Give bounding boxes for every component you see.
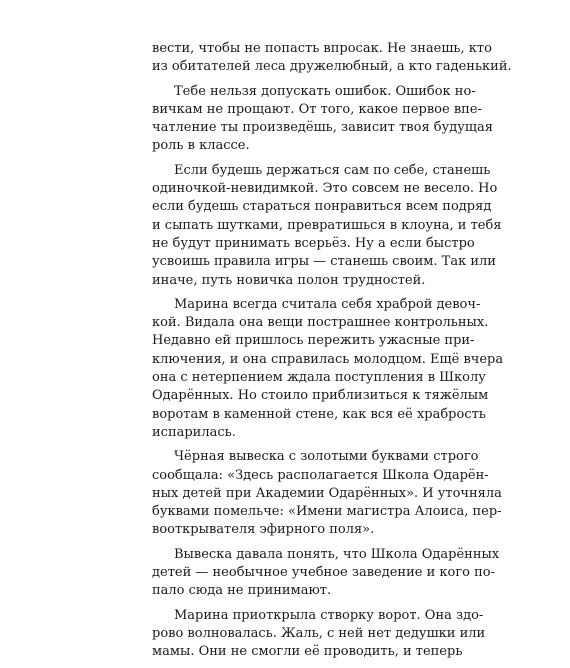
text-line: Тебе нельзя допускать ошибок. Ошибок но- bbox=[174, 83, 476, 99]
text-line: Одарённых. Но стоило приблизиться к тяжёлым bbox=[152, 388, 489, 404]
text-line: Марина всегда считала себя храброй девоч- bbox=[174, 296, 481, 312]
text-line: рово волновалась. Жаль, с ней нет дедушки или bbox=[152, 625, 486, 641]
body-text bbox=[152, 40, 512, 668]
text-line: сообщала: «Здесь располагается Школа Одарён- bbox=[152, 467, 489, 483]
text-line: буквами помельче: «Имени магистра Алоиса, пер- bbox=[152, 504, 502, 520]
text-line: если будешь стараться понравиться всем подряд bbox=[152, 199, 492, 215]
text-line: воротам в каменной стене, как вся её храбрость bbox=[152, 406, 486, 422]
paragraph bbox=[152, 448, 502, 539]
paragraph bbox=[152, 607, 486, 662]
text-line: Марина приоткрыла створку ворот. Она здо- bbox=[174, 607, 484, 623]
paragraph bbox=[152, 162, 502, 290]
text-line: из обитателей леса дружелюбный, а кто гаденький. bbox=[152, 59, 512, 75]
paragraph bbox=[152, 296, 504, 442]
text-line: вести, чтобы не попасть впросак. Не знаешь, кто bbox=[152, 41, 492, 56]
text-line: испарилась. bbox=[152, 424, 236, 440]
text-line: мамы. Они не смогли её проводить, и теперь bbox=[152, 644, 463, 660]
text-line: иначе, путь новичка полон трудностей. bbox=[152, 272, 426, 288]
text-line: она с нетерпением ждала поступления в Школу bbox=[152, 370, 486, 386]
text-line: чатление ты произведёшь, зависит твоя будущая bbox=[152, 120, 493, 136]
paragraph bbox=[152, 546, 500, 601]
text-line: роль в классе. bbox=[152, 138, 250, 154]
paragraph bbox=[152, 83, 493, 156]
text-line: и сыпать шутками, превратишься в клоуна, и тебя bbox=[152, 217, 502, 233]
text-line: одиночкой-невидимкой. Это совсем не весело. Но bbox=[152, 181, 498, 197]
text-line: Вывеска давала понять, что Школа Одарённых bbox=[174, 546, 500, 562]
text-line: ключения, и она справилась молодцом. Ещё вчера bbox=[152, 351, 504, 367]
text-line: ных детей при Академии Одарённых». И уточняла bbox=[152, 485, 502, 501]
text-line: Если будешь держаться сам по себе, станешь bbox=[174, 162, 491, 178]
paragraph bbox=[152, 40, 512, 77]
text-line: не будут принимать всерьёз. Ну а если быстро bbox=[152, 235, 475, 251]
text-line: усвоишь правила игры — станешь своим. Так или bbox=[152, 254, 496, 270]
text-line: кой. Видала она вещи пострашнее контрольных. bbox=[152, 315, 489, 331]
text-line: детей — необычное учебное заведение и кого по- bbox=[152, 565, 495, 581]
text-line: Чёрная вывеска с золотыми буквами строго bbox=[174, 449, 479, 465]
text-line: вичкам не прощают. От того, какое первое впе- bbox=[152, 101, 482, 117]
text-line: вооткрывателя эфирного поля». bbox=[152, 522, 375, 538]
text-line: пало сюда не принимают. bbox=[152, 583, 332, 599]
text-line: Недавно ей пришлось пережить ужасные при- bbox=[152, 333, 475, 349]
